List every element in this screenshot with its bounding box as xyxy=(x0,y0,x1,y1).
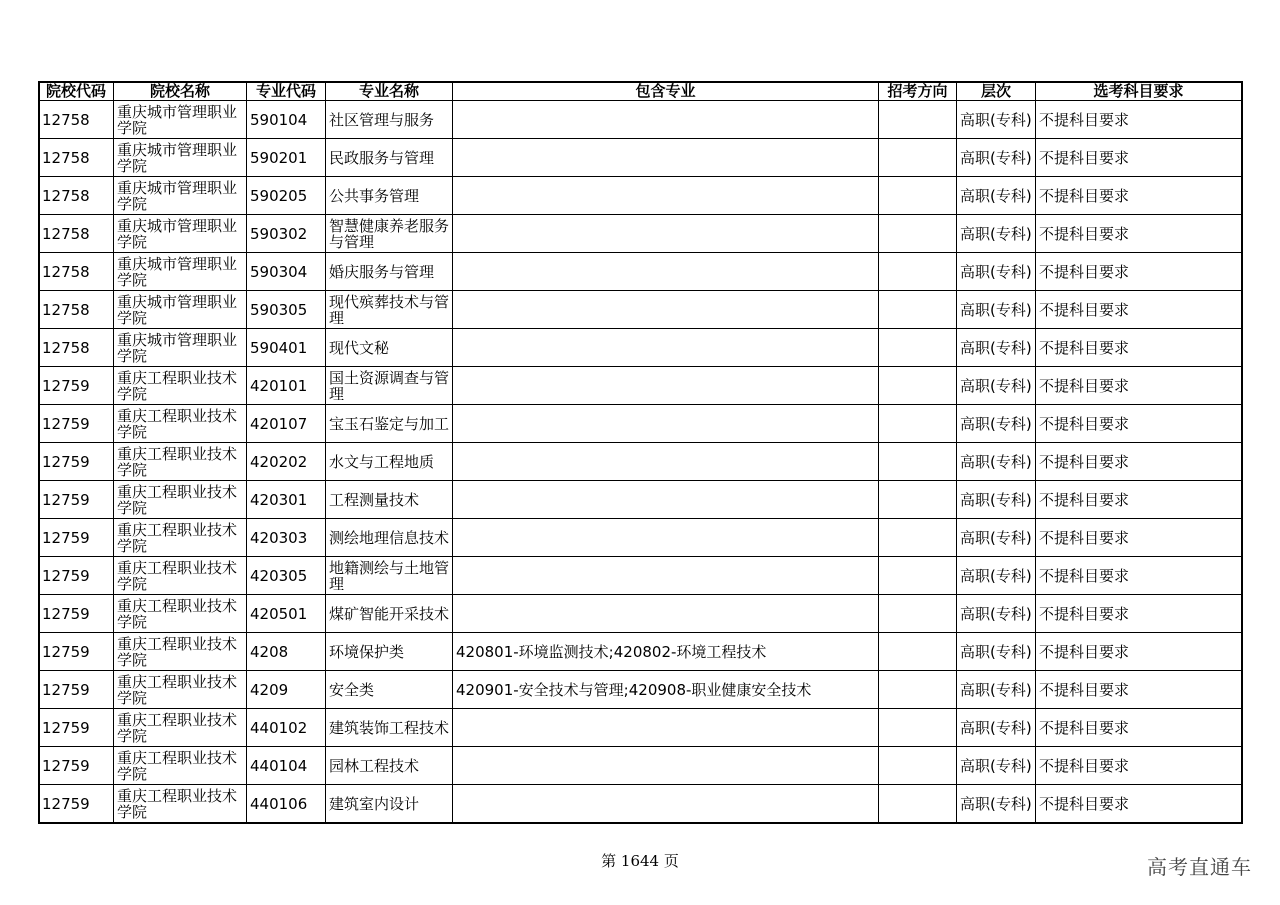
cell-major-name: 园林工程技术 xyxy=(326,747,453,785)
cell-direction xyxy=(879,557,957,595)
cell-major-name: 建筑室内设计 xyxy=(326,785,453,823)
cell-direction xyxy=(879,481,957,519)
cell-major-code: 420501 xyxy=(247,595,326,633)
table-row xyxy=(39,633,1242,671)
cell-direction xyxy=(879,367,957,405)
table-row xyxy=(39,709,1242,747)
cell-subject-requirement: 不提科目要求 xyxy=(1036,367,1242,405)
cell-school-code: 12759 xyxy=(39,747,114,785)
cell-direction xyxy=(879,253,957,291)
table-header-row xyxy=(39,82,1242,101)
cell-major-code: 590205 xyxy=(247,177,326,215)
cell-school-name: 重庆工程职业技术学院 xyxy=(114,557,247,595)
cell-included-majors xyxy=(453,709,879,747)
table-row xyxy=(39,671,1242,709)
header-school-name: 院校名称 xyxy=(114,82,247,101)
cell-major-name: 地籍测绘与土地管理 xyxy=(326,557,453,595)
cell-direction xyxy=(879,709,957,747)
cell-school-code: 12759 xyxy=(39,481,114,519)
header-included-majors: 包含专业 xyxy=(453,82,879,101)
cell-school-name: 重庆工程职业技术学院 xyxy=(114,633,247,671)
cell-major-code: 440102 xyxy=(247,709,326,747)
admissions-table-container xyxy=(38,81,1241,823)
page-number: 第 1644 页 xyxy=(601,852,679,870)
cell-major-code: 4208 xyxy=(247,633,326,671)
cell-subject-requirement: 不提科目要求 xyxy=(1036,253,1242,291)
cell-major-name: 安全类 xyxy=(326,671,453,709)
cell-direction xyxy=(879,329,957,367)
cell-major-name: 国土资源调查与管理 xyxy=(326,367,453,405)
cell-subject-requirement: 不提科目要求 xyxy=(1036,709,1242,747)
table-row xyxy=(39,595,1242,633)
cell-major-name: 水文与工程地质 xyxy=(326,443,453,481)
table-row xyxy=(39,443,1242,481)
cell-level: 高职(专科) xyxy=(957,253,1036,291)
cell-school-name: 重庆城市管理职业学院 xyxy=(114,291,247,329)
cell-major-code: 420107 xyxy=(247,405,326,443)
cell-major-name: 民政服务与管理 xyxy=(326,139,453,177)
cell-school-name: 重庆工程职业技术学院 xyxy=(114,519,247,557)
table-row xyxy=(39,329,1242,367)
cell-school-code: 12758 xyxy=(39,253,114,291)
cell-school-name: 重庆工程职业技术学院 xyxy=(114,709,247,747)
cell-school-code: 12759 xyxy=(39,671,114,709)
cell-major-code: 420303 xyxy=(247,519,326,557)
header-major-name: 专业名称 xyxy=(326,82,453,101)
cell-level: 高职(专科) xyxy=(957,215,1036,253)
cell-subject-requirement: 不提科目要求 xyxy=(1036,785,1242,823)
cell-direction xyxy=(879,747,957,785)
cell-school-name: 重庆工程职业技术学院 xyxy=(114,747,247,785)
cell-school-name: 重庆工程职业技术学院 xyxy=(114,405,247,443)
cell-school-code: 12758 xyxy=(39,101,114,139)
cell-school-code: 12758 xyxy=(39,329,114,367)
cell-subject-requirement: 不提科目要求 xyxy=(1036,633,1242,671)
cell-level: 高职(专科) xyxy=(957,177,1036,215)
cell-major-name: 宝玉石鉴定与加工 xyxy=(326,405,453,443)
cell-school-code: 12759 xyxy=(39,405,114,443)
cell-major-name: 智慧健康养老服务与管理 xyxy=(326,215,453,253)
table-row xyxy=(39,177,1242,215)
cell-major-name: 测绘地理信息技术 xyxy=(326,519,453,557)
cell-included-majors xyxy=(453,519,879,557)
cell-level: 高职(专科) xyxy=(957,101,1036,139)
cell-school-name: 重庆城市管理职业学院 xyxy=(114,215,247,253)
cell-level: 高职(专科) xyxy=(957,671,1036,709)
table-body xyxy=(39,101,1242,823)
watermark-text: 高考直通车 xyxy=(1147,855,1252,879)
table-row xyxy=(39,785,1242,823)
cell-major-name: 工程测量技术 xyxy=(326,481,453,519)
cell-school-code: 12759 xyxy=(39,633,114,671)
cell-direction xyxy=(879,405,957,443)
cell-direction xyxy=(879,101,957,139)
header-level: 层次 xyxy=(957,82,1036,101)
cell-major-name: 公共事务管理 xyxy=(326,177,453,215)
cell-school-name: 重庆工程职业技术学院 xyxy=(114,481,247,519)
table-row xyxy=(39,557,1242,595)
table-row xyxy=(39,215,1242,253)
header-school-code: 院校代码 xyxy=(39,82,114,101)
header-direction: 招考方向 xyxy=(879,82,957,101)
cell-major-code: 440106 xyxy=(247,785,326,823)
cell-school-code: 12758 xyxy=(39,177,114,215)
cell-subject-requirement: 不提科目要求 xyxy=(1036,405,1242,443)
cell-subject-requirement: 不提科目要求 xyxy=(1036,557,1242,595)
cell-school-name: 重庆工程职业技术学院 xyxy=(114,443,247,481)
cell-school-code: 12758 xyxy=(39,291,114,329)
cell-subject-requirement: 不提科目要求 xyxy=(1036,329,1242,367)
cell-included-majors xyxy=(453,177,879,215)
cell-major-code: 420202 xyxy=(247,443,326,481)
cell-level: 高职(专科) xyxy=(957,519,1036,557)
cell-included-majors xyxy=(453,747,879,785)
cell-direction xyxy=(879,139,957,177)
cell-included-majors: 420801-环境监测技术;420802-环境工程技术 xyxy=(453,633,879,671)
cell-subject-requirement: 不提科目要求 xyxy=(1036,671,1242,709)
cell-direction xyxy=(879,215,957,253)
cell-level: 高职(专科) xyxy=(957,557,1036,595)
cell-included-majors xyxy=(453,101,879,139)
cell-direction xyxy=(879,633,957,671)
header-major-code: 专业代码 xyxy=(247,82,326,101)
cell-major-code: 420305 xyxy=(247,557,326,595)
cell-major-name: 煤矿智能开采技术 xyxy=(326,595,453,633)
cell-direction xyxy=(879,177,957,215)
cell-level: 高职(专科) xyxy=(957,139,1036,177)
cell-included-majors xyxy=(453,329,879,367)
cell-major-code: 590201 xyxy=(247,139,326,177)
cell-major-code: 590401 xyxy=(247,329,326,367)
cell-level: 高职(专科) xyxy=(957,747,1036,785)
cell-level: 高职(专科) xyxy=(957,785,1036,823)
cell-school-code: 12759 xyxy=(39,595,114,633)
cell-school-name: 重庆城市管理职业学院 xyxy=(114,177,247,215)
cell-included-majors xyxy=(453,595,879,633)
cell-subject-requirement: 不提科目要求 xyxy=(1036,747,1242,785)
cell-school-name: 重庆工程职业技术学院 xyxy=(114,595,247,633)
cell-level: 高职(专科) xyxy=(957,367,1036,405)
cell-school-code: 12758 xyxy=(39,215,114,253)
cell-subject-requirement: 不提科目要求 xyxy=(1036,291,1242,329)
cell-level: 高职(专科) xyxy=(957,481,1036,519)
table-row xyxy=(39,519,1242,557)
cell-school-name: 重庆城市管理职业学院 xyxy=(114,101,247,139)
cell-level: 高职(专科) xyxy=(957,329,1036,367)
cell-major-name: 现代殡葬技术与管理 xyxy=(326,291,453,329)
cell-school-name: 重庆工程职业技术学院 xyxy=(114,367,247,405)
cell-school-name: 重庆工程职业技术学院 xyxy=(114,785,247,823)
table-row xyxy=(39,139,1242,177)
cell-level: 高职(专科) xyxy=(957,595,1036,633)
table-row xyxy=(39,253,1242,291)
cell-subject-requirement: 不提科目要求 xyxy=(1036,215,1242,253)
cell-major-code: 590104 xyxy=(247,101,326,139)
cell-direction xyxy=(879,785,957,823)
cell-level: 高职(专科) xyxy=(957,633,1036,671)
cell-major-name: 现代文秘 xyxy=(326,329,453,367)
cell-included-majors xyxy=(453,481,879,519)
cell-included-majors xyxy=(453,367,879,405)
cell-major-code: 590305 xyxy=(247,291,326,329)
cell-major-name: 建筑装饰工程技术 xyxy=(326,709,453,747)
cell-school-code: 12758 xyxy=(39,139,114,177)
cell-direction xyxy=(879,519,957,557)
cell-included-majors xyxy=(453,785,879,823)
cell-direction xyxy=(879,671,957,709)
cell-included-majors xyxy=(453,215,879,253)
cell-subject-requirement: 不提科目要求 xyxy=(1036,139,1242,177)
cell-school-code: 12759 xyxy=(39,557,114,595)
cell-school-name: 重庆城市管理职业学院 xyxy=(114,329,247,367)
cell-major-code: 420101 xyxy=(247,367,326,405)
header-subject-requirement: 选考科目要求 xyxy=(1036,82,1242,101)
cell-direction xyxy=(879,595,957,633)
cell-school-name: 重庆工程职业技术学院 xyxy=(114,671,247,709)
cell-school-code: 12759 xyxy=(39,785,114,823)
cell-included-majors xyxy=(453,139,879,177)
cell-school-code: 12759 xyxy=(39,709,114,747)
table-row xyxy=(39,481,1242,519)
cell-major-code: 420301 xyxy=(247,481,326,519)
cell-school-code: 12759 xyxy=(39,367,114,405)
cell-major-name: 社区管理与服务 xyxy=(326,101,453,139)
table-row xyxy=(39,367,1242,405)
cell-level: 高职(专科) xyxy=(957,405,1036,443)
cell-major-name: 环境保护类 xyxy=(326,633,453,671)
cell-subject-requirement: 不提科目要求 xyxy=(1036,519,1242,557)
table-row xyxy=(39,405,1242,443)
cell-major-name: 婚庆服务与管理 xyxy=(326,253,453,291)
cell-major-code: 590302 xyxy=(247,215,326,253)
cell-school-name: 重庆城市管理职业学院 xyxy=(114,139,247,177)
cell-major-code: 590304 xyxy=(247,253,326,291)
cell-included-majors xyxy=(453,291,879,329)
cell-level: 高职(专科) xyxy=(957,443,1036,481)
cell-major-code: 4209 xyxy=(247,671,326,709)
cell-school-code: 12759 xyxy=(39,519,114,557)
table-row xyxy=(39,291,1242,329)
cell-direction xyxy=(879,291,957,329)
table-row xyxy=(39,101,1242,139)
cell-included-majors: 420901-安全技术与管理;420908-职业健康安全技术 xyxy=(453,671,879,709)
cell-level: 高职(专科) xyxy=(957,291,1036,329)
cell-included-majors xyxy=(453,405,879,443)
cell-major-code: 440104 xyxy=(247,747,326,785)
cell-school-name: 重庆城市管理职业学院 xyxy=(114,253,247,291)
cell-direction xyxy=(879,443,957,481)
table-row xyxy=(39,747,1242,785)
cell-included-majors xyxy=(453,443,879,481)
cell-subject-requirement: 不提科目要求 xyxy=(1036,177,1242,215)
cell-included-majors xyxy=(453,253,879,291)
cell-subject-requirement: 不提科目要求 xyxy=(1036,481,1242,519)
cell-included-majors xyxy=(453,557,879,595)
cell-school-code: 12759 xyxy=(39,443,114,481)
cell-subject-requirement: 不提科目要求 xyxy=(1036,443,1242,481)
cell-subject-requirement: 不提科目要求 xyxy=(1036,595,1242,633)
admissions-table xyxy=(38,81,1242,823)
cell-level: 高职(专科) xyxy=(957,709,1036,747)
cell-subject-requirement: 不提科目要求 xyxy=(1036,101,1242,139)
